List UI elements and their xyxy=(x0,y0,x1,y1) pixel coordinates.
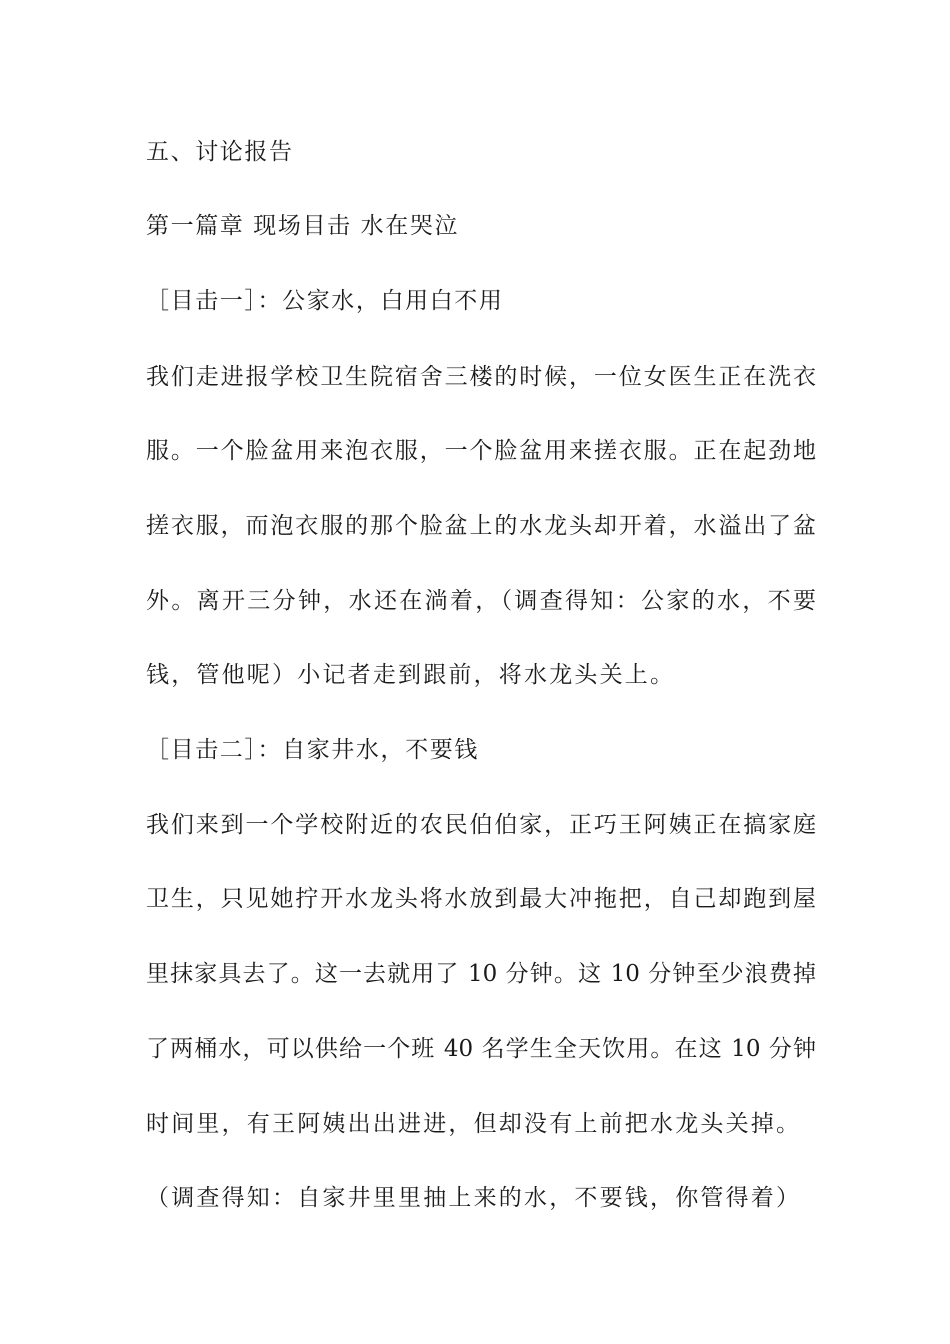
witness1-line: 我们走进报学校卫生院宿舍三楼的时候，一位女医生正在洗衣 xyxy=(146,364,816,390)
witness2-line: 时间里，有王阿姨出出进进，但却没有上前把水龙头关掉。 xyxy=(146,1111,802,1137)
section-title: 五、讨论报告 xyxy=(146,139,294,165)
witness1-line: 服。一个脸盆用来泡衣服，一个脸盆用来搓衣服。正在起劲地 xyxy=(146,438,816,464)
witness2-line: 我们来到一个学校附近的农民伯伯家，正巧王阿姨正在搞家庭 xyxy=(146,812,816,838)
witness2-line: 卫生，只见她拧开水龙头将水放到最大冲拖把，自己却跑到屋 xyxy=(146,886,816,912)
witness1-line: 外。离开三分钟，水还在淌着，（调查得知：公家的水，不要 xyxy=(146,588,816,614)
witness2-heading: ［目击二］：自家井水，不要钱 xyxy=(146,737,479,763)
witness1-line: 钱，管他呢）小记者走到跟前，将水龙头关上。 xyxy=(146,662,676,688)
witness2-line: 了两桶水，可以供给一个班 40 名学生全天饮用。在这 10 分钟 xyxy=(146,1036,816,1062)
witness2-line: （调查得知：自家井里里抽上来的水，不要钱，你管得着） xyxy=(146,1185,802,1211)
witness1-heading: ［目击一］：公家水，白用白不用 xyxy=(146,288,504,314)
chapter-title: 第一篇章 现场目击 水在哭泣 xyxy=(146,213,460,239)
witness1-line: 搓衣服，而泡衣服的那个脸盆上的水龙头却开着，水溢出了盆 xyxy=(146,513,816,539)
witness2-line: 里抹家具去了。这一去就用了 10 分钟。这 10 分钟至少浪费掉 xyxy=(146,961,816,987)
